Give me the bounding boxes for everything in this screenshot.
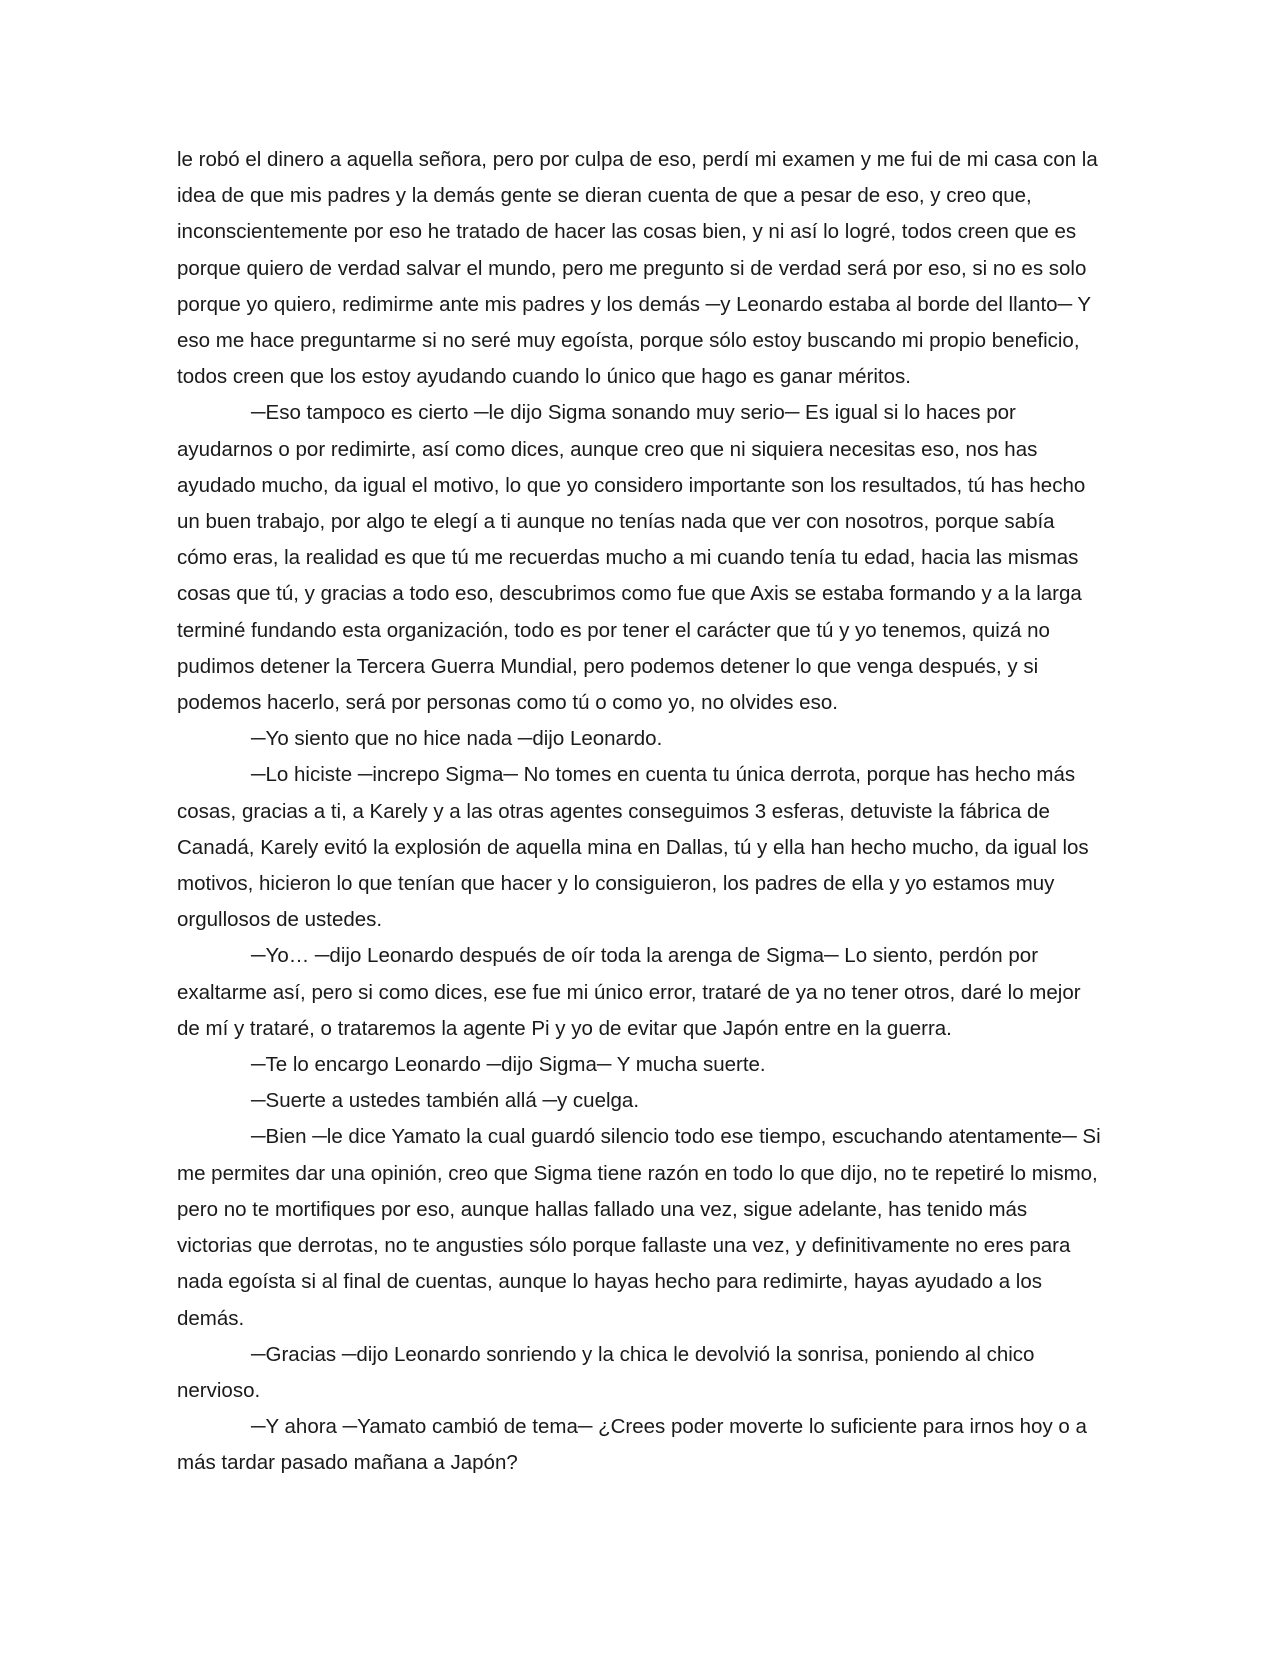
- paragraph-sigma-increpo: ─Lo hiciste ─increpo Sigma─ No tomes en cuenta tu única derrota, porque has hecho más cosas, gracias a ti, a Karely y a las otras agentes conseguimos 3 esferas, detuviste la fábrica de Canadá, Karely evitó la explosión de aquella mina en Dallas, tú y ella han hecho mucho, da igual los motivos, hicieron lo que tenían que hacer y lo consiguieron, los padres de ella y yo estamos muy orgullosos de ustedes.: [177, 763, 1089, 932]
- paragraph-hangup: ─Suerte a ustedes también allá ─y cuelga.: [251, 1089, 640, 1113]
- paragraph-sigma-reply: ─Eso tampoco es cierto ─le dijo Sigma sonando muy serio─ Es igual si lo haces por ayudarnos o por redimirte, así como dices, aunque creo que ni siquiera necesitas eso, nos has ayudado mucho, da igual el motivo, lo que yo considero importante son los resultados, tú has hecho un buen trabajo, por algo te elegí a ti aunque no tenías nada que ver con nosotros, porque sabía cómo eras, la realidad es que tú me recuerdas mucho a mi cuando tenía tu edad, hacia las mismas cosas que tú, y gracias a todo eso, descubrimos como fue que Axis se estaba formando y a la larga terminé fundando esta organización, todo es por tener el carácter que tú y yo tenemos, quizá no pudimos detener la Tercera Guerra Mundial, pero podemos detener lo que venga después, y si podemos hacerlo, será por personas como tú o como yo, no olvides eso.: [177, 401, 1086, 715]
- document-page: [177, 142, 1107, 1482]
- paragraph-leonardo-nothing: ─Yo siento que no hice nada ─dijo Leonardo.: [251, 727, 663, 751]
- paragraph-yamato-opinion: ─Bien ─le dice Yamato la cual guardó silencio todo ese tiempo, escuchando atentamente─ Si me permites dar una opinión, creo que Sigma tiene razón en todo lo que dijo, no te repetiré lo mismo, pero no te mortifiques por eso, aunque hallas fallado una vez, sigue adelante, has tenido más victorias que derrotas, no te angusties sólo porque fallaste una vez, y definitivamente no eres para nada egoísta si al final de cuentas, aunque lo hayas hecho para redimirte, hayas ayudado a los demás.: [177, 1125, 1101, 1330]
- paragraph-continuation: le robó el dinero a aquella señora, pero por culpa de eso, perdí mi examen y me fui de mi casa con la idea de que mis padres y la demás gente se dieran cuenta de que a pesar de eso, y creo que, inconscientemente por eso he tratado de hacer las cosas bien, y ni así lo logré, todos creen que es porque quiero de verdad salvar el mundo, pero me pregunto si de verdad será por eso, si no es solo porque yo quiero, redimirme ante mis padres y los demás ─y Leonardo estaba al borde del llanto─ Y eso me hace preguntarme si no seré muy egoísta, porque sólo estoy buscando mi propio beneficio, todos creen que los estoy ayudando cuando lo único que hago es ganar méritos.: [177, 148, 1098, 389]
- paragraph-sigma-luck: ─Te lo encargo Leonardo ─dijo Sigma─ Y mucha suerte.: [251, 1053, 766, 1077]
- paragraph-leonardo-sorry: ─Yo… ─dijo Leonardo después de oír toda la arenga de Sigma─ Lo siento, perdón por exaltarme así, pero si como dices, ese fue mi único error, trataré de ya no tener otros, daré lo mejor de mí y trataré, o trataremos la agente Pi y yo de evitar que Japón entre en la guerra.: [177, 944, 1081, 1040]
- paragraph-yamato-japan: ─Y ahora ─Yamato cambió de tema─ ¿Crees poder moverte lo suficiente para irnos hoy o a más tardar pasado mañana a Japón?: [177, 1415, 1087, 1475]
- paragraph-gracias: ─Gracias ─dijo Leonardo sonriendo y la chica le devolvió la sonrisa, poniendo al chico nervioso.: [177, 1342, 1035, 1402]
